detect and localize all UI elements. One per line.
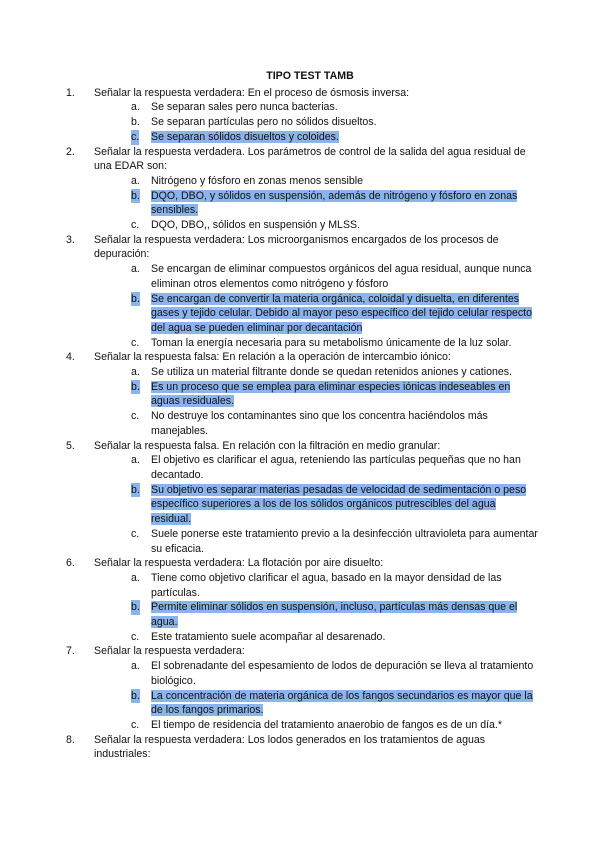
question-number: 5. [66, 439, 75, 452]
question-item [66, 86, 540, 145]
question-text: Señalar la respuesta verdadera: Los lodos generados en los tratamientos de aguas industriales: [94, 733, 486, 761]
option-text: DQO, DBO,, sólidos en suspensión y MLSS. [151, 219, 361, 232]
option-letter: c. [131, 130, 140, 143]
option-item [94, 218, 540, 233]
option-letter: a. [131, 366, 140, 379]
highlighted-answer-text: Su objetivo es separar materias pesadas de velocidad de sedimentación o peso específico superiores a los de los sólidos orgánicos putrescibles del agua residual. [151, 483, 527, 526]
question-text: Señalar la respuesta verdadera: En el proceso de ósmosis inversa: [94, 86, 410, 99]
option-letter: b. [131, 380, 140, 393]
option-item-highlighted [94, 689, 540, 718]
question-item [66, 233, 540, 351]
highlighted-answer-text: DQO, DBO, y sólidos en suspensión, además de nitrógeno y fósforo en zonas sensibles. [151, 189, 518, 217]
option-letter: c. [131, 630, 140, 643]
question-text: Señalar la respuesta verdadera: La flotación por aire disuelto: [94, 557, 384, 570]
option-text: Nitrógeno y fósforo en zonas menos sensible [151, 174, 363, 187]
option-item [94, 718, 540, 733]
highlighted-answer-text: Se separan sólidos disueltos y coloides. [151, 130, 339, 143]
question-list [66, 86, 540, 762]
option-list [94, 365, 540, 439]
option-item [94, 659, 540, 688]
option-letter: c. [131, 410, 140, 423]
option-letter: c. [131, 527, 140, 540]
option-letter: b. [131, 689, 140, 702]
option-item [94, 174, 540, 189]
option-letter: a. [131, 454, 140, 467]
question-number: 4. [66, 351, 75, 364]
option-text: Se separan sales pero nunca bacterias. [151, 101, 338, 114]
option-list [94, 571, 540, 645]
question-item [66, 350, 540, 438]
highlighted-answer-text: La concentración de materia orgánica de los fangos secundarios es mayor que la de los fangos primarios. [151, 689, 533, 717]
option-text: Toman la energía necesaria para su metabolismo únicamente de la luz solar. [151, 336, 512, 349]
question-number: 1. [66, 86, 75, 99]
option-text: El objetivo es clarificar el agua, reteniendo las partículas pequeñas que no han decantado. [151, 454, 521, 481]
option-item-highlighted [94, 483, 540, 527]
option-list [94, 100, 540, 144]
document-title: TIPO TEST TAMB [266, 70, 354, 82]
option-letter: a. [131, 263, 140, 276]
option-letter: b. [131, 601, 140, 614]
highlighted-answer-text: Es un proceso que se emplea para eliminar especies iónicas indeseables en aguas residuales. [151, 380, 511, 408]
option-text: El sobrenadante del espesamiento de lodos de depuración se lleva al tratamiento biológico. [151, 660, 534, 687]
question-item [66, 733, 540, 762]
option-list [94, 453, 540, 556]
option-item [94, 571, 540, 600]
option-text: Suele ponerse este tratamiento previo a la desinfección ultravioleta para aumentar su eficacia. [151, 527, 538, 555]
question-number: 3. [66, 233, 75, 246]
option-letter: a. [131, 174, 140, 187]
option-item [94, 409, 540, 438]
option-letter: b. [131, 116, 140, 129]
question-number: 6. [66, 557, 75, 570]
option-letter: b. [131, 483, 140, 496]
option-text: Se utiliza un material filtrante donde se quedan retenidos aniones y cationes. [151, 366, 513, 379]
question-item [66, 145, 540, 233]
question-text: Señalar la respuesta verdadera. Los parámetros de control de la salida del agua residual de una EDAR son: [94, 145, 526, 173]
option-item [94, 262, 540, 291]
option-text: Este tratamiento suele acompañar al desarenado. [151, 630, 386, 643]
question-item [66, 556, 540, 644]
option-text: El tiempo de residencia del tratamiento anaerobio de fangos es de un día.* [151, 718, 503, 731]
option-letter: a. [131, 571, 140, 584]
option-item [94, 365, 540, 380]
option-item-highlighted [94, 380, 540, 409]
option-text: Se encargan de eliminar compuestos orgánicos del agua residual, aunque nunca eliminan otros elementos como nitrógeno y fósforo [151, 263, 532, 290]
question-item [66, 644, 540, 732]
question-text: Señalar la respuesta verdadera: [94, 645, 245, 658]
option-item [94, 527, 540, 556]
option-item [94, 336, 540, 351]
question-number: 7. [66, 645, 75, 658]
option-text: Se separan partículas pero no sólidos disueltos. [151, 116, 377, 129]
question-text: Señalar la respuesta falsa. En relación con la filtración en medio granular: [94, 439, 441, 452]
option-letter: a. [131, 101, 140, 114]
option-text: No destruye los contaminantes sino que los concentra haciéndolos más manejables. [151, 410, 488, 437]
option-item [94, 100, 540, 115]
option-item [94, 630, 540, 645]
question-text: Señalar la respuesta verdadera: Los microorganismos encargados de los procesos de depuración: [94, 233, 499, 261]
option-item [94, 115, 540, 130]
option-list [94, 174, 540, 233]
option-letter: c. [131, 718, 140, 731]
option-letter: a. [131, 660, 140, 673]
option-letter: c. [131, 336, 140, 349]
option-item [94, 453, 540, 482]
option-list [94, 659, 540, 733]
option-item-highlighted [94, 130, 540, 145]
question-number: 2. [66, 145, 75, 158]
question-number: 8. [66, 733, 75, 746]
option-letter: c. [131, 219, 140, 232]
option-text: Tiene como objetivo clarificar el agua, basado en la mayor densidad de las partículas. [151, 571, 502, 599]
highlighted-answer-text: Permite eliminar sólidos en suspensión, incluso, partículas más densas que el agua. [151, 601, 518, 629]
option-item-highlighted [94, 189, 540, 218]
option-item-highlighted [94, 292, 540, 336]
option-letter: b. [131, 292, 140, 305]
option-letter: b. [131, 189, 140, 202]
option-list [94, 262, 540, 350]
highlighted-answer-text: Se encargan de convertir la materia orgánica, coloidal y disuelta, en diferentes gases y tejido celular. Debido al mayor peso específico del tejido celular respecto del agua se pueden eliminar por decantación [151, 292, 532, 334]
option-item-highlighted [94, 600, 540, 629]
question-text: Señalar la respuesta falsa: En relación a la operación de intercambio iónico: [94, 351, 451, 364]
question-item [66, 439, 540, 557]
